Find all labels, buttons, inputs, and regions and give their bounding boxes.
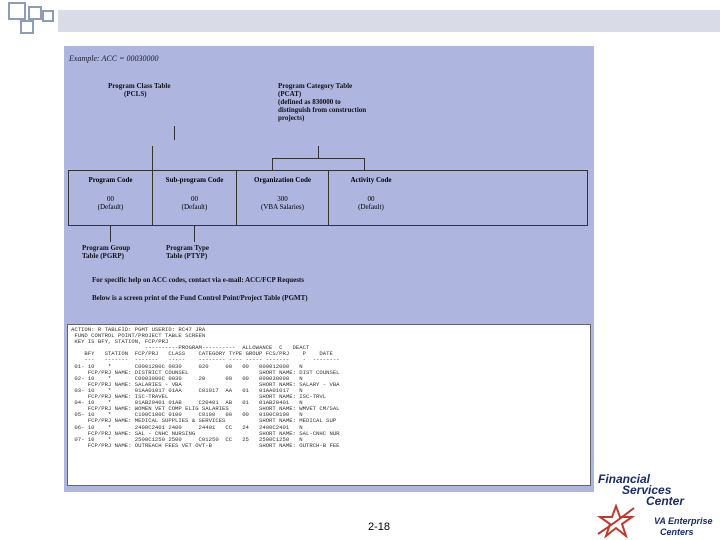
pcat-note-3: projects) (278, 114, 305, 122)
pcat-note-2: distinguish from construction (278, 106, 367, 114)
connector-line (272, 158, 273, 170)
deco-square (8, 2, 26, 20)
column-value: 00 (367, 195, 375, 203)
pgrp-box (82, 244, 130, 260)
pgrp-code: Table (PGRP) (82, 252, 124, 260)
column-program-code (69, 171, 153, 225)
screen-line: 02- 10 * C0003000C 0030 20 00 00 000030000 N (71, 374, 303, 382)
screen-line: 06- 10 * 2400C2401 2400 24401 CC 24 2400C2401 N (71, 423, 303, 431)
pcat-code: (PCAT) (278, 90, 302, 98)
column-value: 300 (277, 195, 288, 203)
page-number: 2-18 (368, 521, 391, 533)
screen-line: ACTION: R TABLEID: PGMT USERID: RC47 JRA (71, 326, 206, 333)
screen-line: 03- 10 * 01AA01017 01AA C01017 AA 01 01AA01017 N (71, 386, 303, 394)
header-decoration (0, 0, 720, 40)
deco-square (20, 20, 34, 34)
screen-line: FUND CONTROL POINT/PROJECT TABLE SCREEN (71, 332, 206, 340)
connector-line (364, 158, 365, 170)
code-columns (68, 170, 588, 226)
column-value: 00 (107, 195, 114, 203)
column-sub: (Default) (97, 203, 124, 211)
pgmt-screen-print (67, 324, 591, 486)
column-header: Program Code (88, 176, 133, 184)
screen-line: FCP/PRJ NAME: ISC-TRAVEL SHORT NAME: ISC-TRVL (71, 393, 327, 401)
screen-line: 07- 10 * 2500C1250 2500 C01250 CC 25 2500C1250 N (71, 435, 303, 443)
pcat-note-1: (defined as 830000 to (278, 98, 341, 106)
pcls-box (108, 82, 171, 98)
ptyp-box (166, 244, 209, 260)
column-value: 00 (191, 195, 198, 203)
screen-line: 04- 10 * 01AB20401 01AB C20401 AB 01 01AB20401 N (71, 399, 303, 407)
fsc-logo (596, 470, 720, 540)
connector-line (152, 146, 153, 170)
connector-line (174, 126, 175, 140)
screen-line: ----------PROGRAM---------- ALLOWANCE C DEACT (71, 344, 310, 352)
connector-line (194, 226, 195, 242)
screen-line: 01- 10 * C0001200C 0030 020 00 00 000012000 N (71, 362, 303, 370)
connector-line (110, 226, 111, 242)
logo-line: Center (646, 494, 685, 508)
pcls-code: (PCLS) (124, 90, 147, 98)
pcls-title: Program Class Table (108, 82, 171, 90)
screen-line: --- ------- ------- ----- -------- ---- ----- ------- - -------- (71, 356, 340, 364)
column-sub: (VBA Salaries) (261, 203, 304, 211)
screen-line: FCP/PRJ NAME: SAL - CNHC NURSING SHORT NAME: SAL-CNHC NUR (71, 429, 340, 437)
logo-line: Services (622, 483, 672, 497)
column-header: Activity Code (350, 176, 392, 184)
screen-line: FCP/PRJ NAME: OUTREACH FEES VET OVT-B SHORT NAME: OUTRCH-B FEE (71, 441, 340, 449)
screen-line: 05- 10 * C100C100C 0100 C0100 00 00 0100C0100 N (71, 411, 303, 419)
screen-line: KEY IS BFY, STATION, FCP/PRJ (71, 338, 169, 346)
screen-line: FCP/PRJ NAME: WOMEN VET COMP ELIG SALARIES SHORT NAME: WMVET CM/SAL (71, 405, 340, 413)
pcat-box (278, 82, 366, 122)
column-sub: (Default) (181, 203, 208, 211)
deco-square (42, 10, 54, 22)
screen-line: FCP/PRJ NAME: SALARIES - VBA SHORT NAME: SALARY - VBA (71, 380, 340, 388)
pcat-title: Program Category Table (278, 82, 353, 90)
column-subprogram-code (153, 171, 237, 225)
logo-line: Centers (660, 527, 694, 537)
column-header: Organization Code (254, 176, 311, 184)
deco-square (28, 6, 42, 20)
ptyp-code: Table (PTYP) (166, 252, 208, 260)
screen-line: FCP/PRJ NAME: DISTRICT COUNSEL SHORT NAME: DIST COUNSEL (71, 368, 340, 376)
connector-line (272, 158, 364, 159)
screen-line: BFY STATION FCP/PRJ CLASS CATEGORY TYPE GROUP FCS/PRJ P DATE (71, 350, 333, 358)
column-header: Sub-program Code (165, 176, 224, 184)
column-sub: (Default) (358, 203, 384, 211)
star-icon (596, 504, 636, 538)
help-note: For specific help on ACC codes, contact via e-mail: ACC/FCP Requests (92, 276, 304, 284)
screen-print-note: Below is a screen print of the Fund Control Point/Project Table (PGMT) (92, 294, 308, 302)
header-bar (58, 10, 720, 32)
logo-line: VA Enterprise (654, 516, 713, 526)
acc-diagram-panel (64, 46, 594, 492)
screen-line: FCP/PRJ NAME: MEDICAL SUPPLIES & SERVICES SHORT NAME: MEDICAL SUP (71, 417, 337, 425)
logo-line: Financial (598, 472, 651, 486)
ptyp-title: Program Type (166, 244, 209, 252)
column-organization-code (237, 171, 329, 225)
column-activity-code (329, 171, 413, 225)
pgrp-title: Program Group (82, 244, 131, 252)
example-text: Example: ACC = 00030000 (69, 54, 159, 63)
connector-line (318, 146, 319, 158)
